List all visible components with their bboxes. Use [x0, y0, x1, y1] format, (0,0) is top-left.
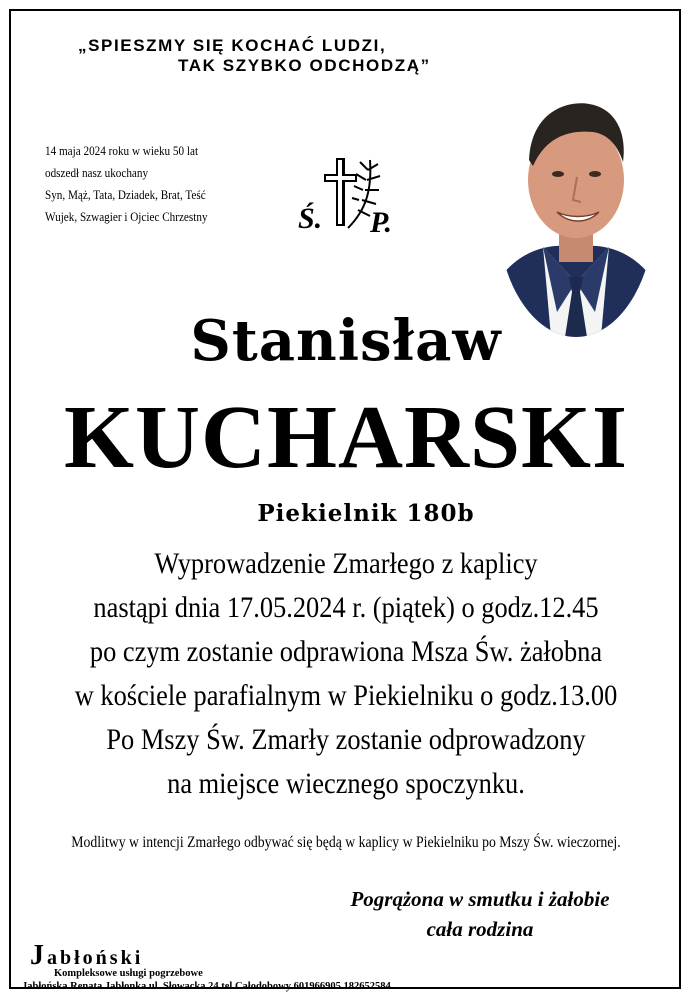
mourners-signature — [300, 884, 660, 944]
logo-initial: J — [30, 940, 47, 971]
mourners-line-2: cała rodzina — [426, 917, 534, 941]
funeral-home-footer — [22, 940, 502, 994]
motto-line-1: „SPIESZMY SIĘ KOCHAĆ LUDZI, — [78, 36, 387, 55]
announcement-line: na miejsce wiecznego spoczynku. — [167, 767, 525, 800]
death-notice-intro — [45, 140, 226, 228]
motto — [78, 36, 538, 76]
announcement-line: po czym zostanie odprawiona Msza Św. żałobna — [89, 635, 603, 668]
deceased-last-name: KUCHARSKI — [63, 388, 629, 487]
intro-line: odszedł nasz ukochany — [45, 165, 149, 180]
cross-emblem-icon — [296, 150, 406, 245]
portrait-photo — [497, 82, 655, 337]
prayer-note: Modlitwy w intencji Zmarłego odbywać się będą w kaplicy w Piekielniku po Mszy Św. wieczornej. — [71, 834, 621, 851]
motto-line-2: TAK SZYBKO ODCHODZĄ” — [178, 56, 431, 75]
funeral-home-contact: Jabłońska Renata Jabłonka ul. Słowacka 24 tel Całodobowy 601966905 182652584 — [22, 981, 391, 992]
deceased-first-name: Stanisław — [190, 308, 502, 374]
emblem-left-text: Ś. — [298, 202, 323, 235]
announcement-line: nastąpi dnia 17.05.2024 r. (piątek) o godz.12.45 — [93, 591, 599, 624]
logo-name: abłoński — [47, 947, 144, 969]
intro-line: Wujek, Szwagier i Ojciec Chrzestny — [45, 209, 208, 224]
emblem-right-text: P. — [370, 206, 392, 239]
intro-line: Syn, Mąż, Tata, Dziadek, Brat, Teść — [45, 187, 206, 202]
announcement-line: Wyprowadzenie Zmarłego z kaplicy — [154, 547, 538, 580]
intro-line: 14 maja 2024 roku w wieku 50 lat — [45, 143, 199, 158]
deceased-portrait — [497, 82, 655, 337]
funeral-announcement — [0, 542, 692, 806]
mourners-line-1: Pogrążona w smutku i żałobie — [350, 887, 610, 911]
announcement-line: Po Mszy Św. Zmarły zostanie odprowadzony — [106, 723, 586, 756]
funeral-home-services: Kompleksowe usługi pogrzebowe — [54, 968, 203, 979]
announcement-line: w kościele parafialnym w Piekielniku o godz.13.00 — [74, 679, 618, 712]
funeral-home-logo — [22, 940, 502, 971]
cross-icon — [324, 158, 357, 226]
deceased-address: Piekielnik 180b — [257, 500, 475, 527]
